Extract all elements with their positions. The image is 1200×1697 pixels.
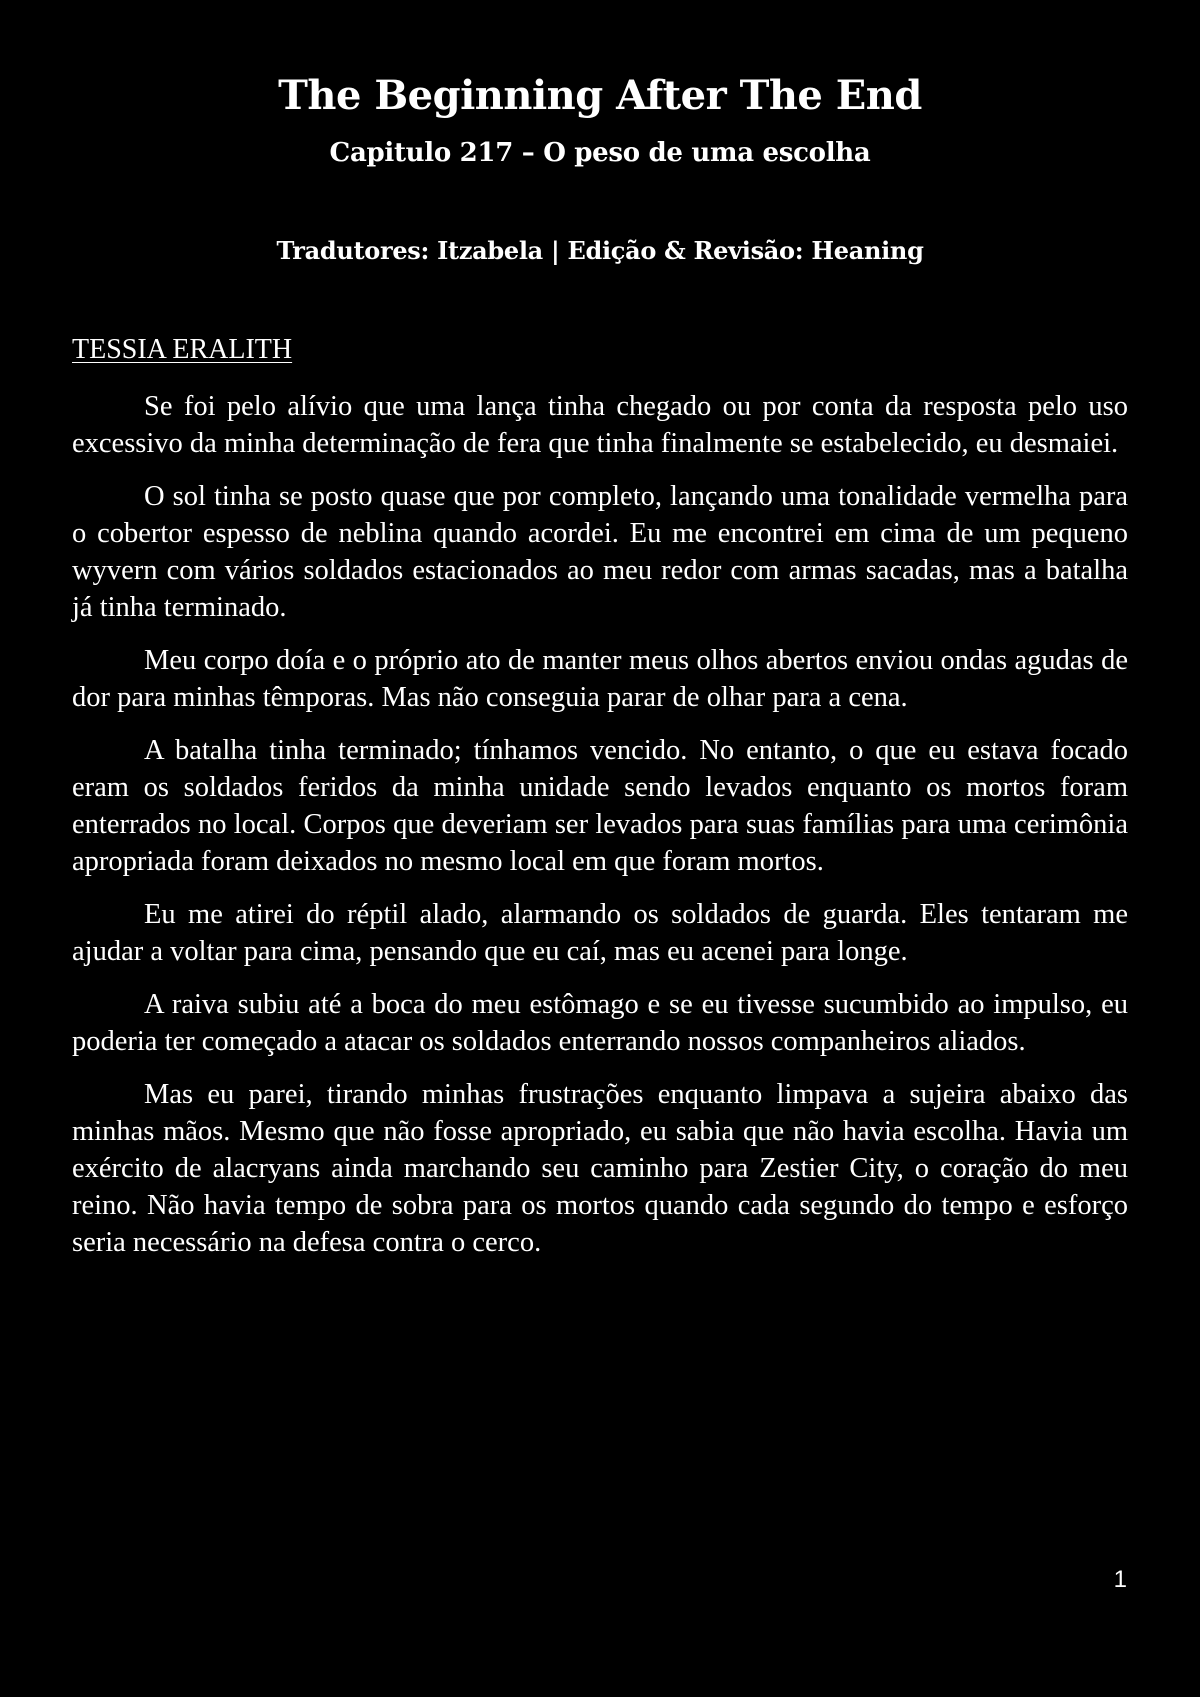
paragraph: A batalha tinha terminado; tínhamos vencido. No entanto, o que eu estava focado eram os soldados feridos da minha unidade sendo levados enquanto os mortos foram enterrados no local. Corpos que deveriam ser levados para suas famílias para uma cerimônia apropriada foram deixados no mesmo local em que foram mortos. [72, 735, 1128, 877]
page-number: 1 [1113, 1566, 1127, 1593]
paragraph: A raiva subiu até a boca do meu estômago e se eu tivesse sucumbido ao impulso, eu poderia ter começado a atacar os soldados enterrando nossos companheiros aliados. [72, 989, 1128, 1057]
chapter-body [72, 388, 1128, 1277]
paragraph: Meu corpo doía e o próprio ato de manter meus olhos abertos enviou ondas agudas de dor para minhas têmporas. Mas não conseguia parar de olhar para a cena. [72, 645, 1128, 713]
paragraph: O sol tinha se posto quase que por completo, lançando uma tonalidade vermelha para o cobertor espesso de neblina quando acordei. Eu me encontrei em cima de um pequeno wyvern com vários soldados estacionados ao meu redor com armas sacadas, mas a batalha já tinha terminado. [72, 481, 1128, 623]
translator-credits: Tradutores: Itzabela | Edição & Revisão: Heaning [276, 236, 924, 265]
paragraph: Mas eu parei, tirando minhas frustrações enquanto limpava a sujeira abaixo das minhas mãos. Mesmo que não fosse apropriado, eu sabia que não havia escolha. Havia um exército de alacryans ainda marchando seu caminho para Zestier City, o coração do meu reino. Não havia tempo de sobra para os mortos quando cada segundo do tempo e esforço seria necessário na defesa contra o cerco. [72, 1079, 1128, 1258]
pov-heading: TESSIA ERALITH [72, 334, 293, 365]
document-title: The Beginning After The End [278, 72, 922, 119]
chapter-title: Capitulo 217 – O peso de uma escolha [329, 138, 871, 168]
paragraph: Eu me atirei do réptil alado, alarmando os soldados de guarda. Eles tentaram me ajudar a voltar para cima, pensando que eu caí, mas eu acenei para longe. [72, 899, 1128, 967]
paragraph: Se foi pelo alívio que uma lança tinha chegado ou por conta da resposta pelo uso excessivo da minha determinação de fera que tinha finalmente se estabelecido, eu desmaiei. [72, 391, 1128, 459]
